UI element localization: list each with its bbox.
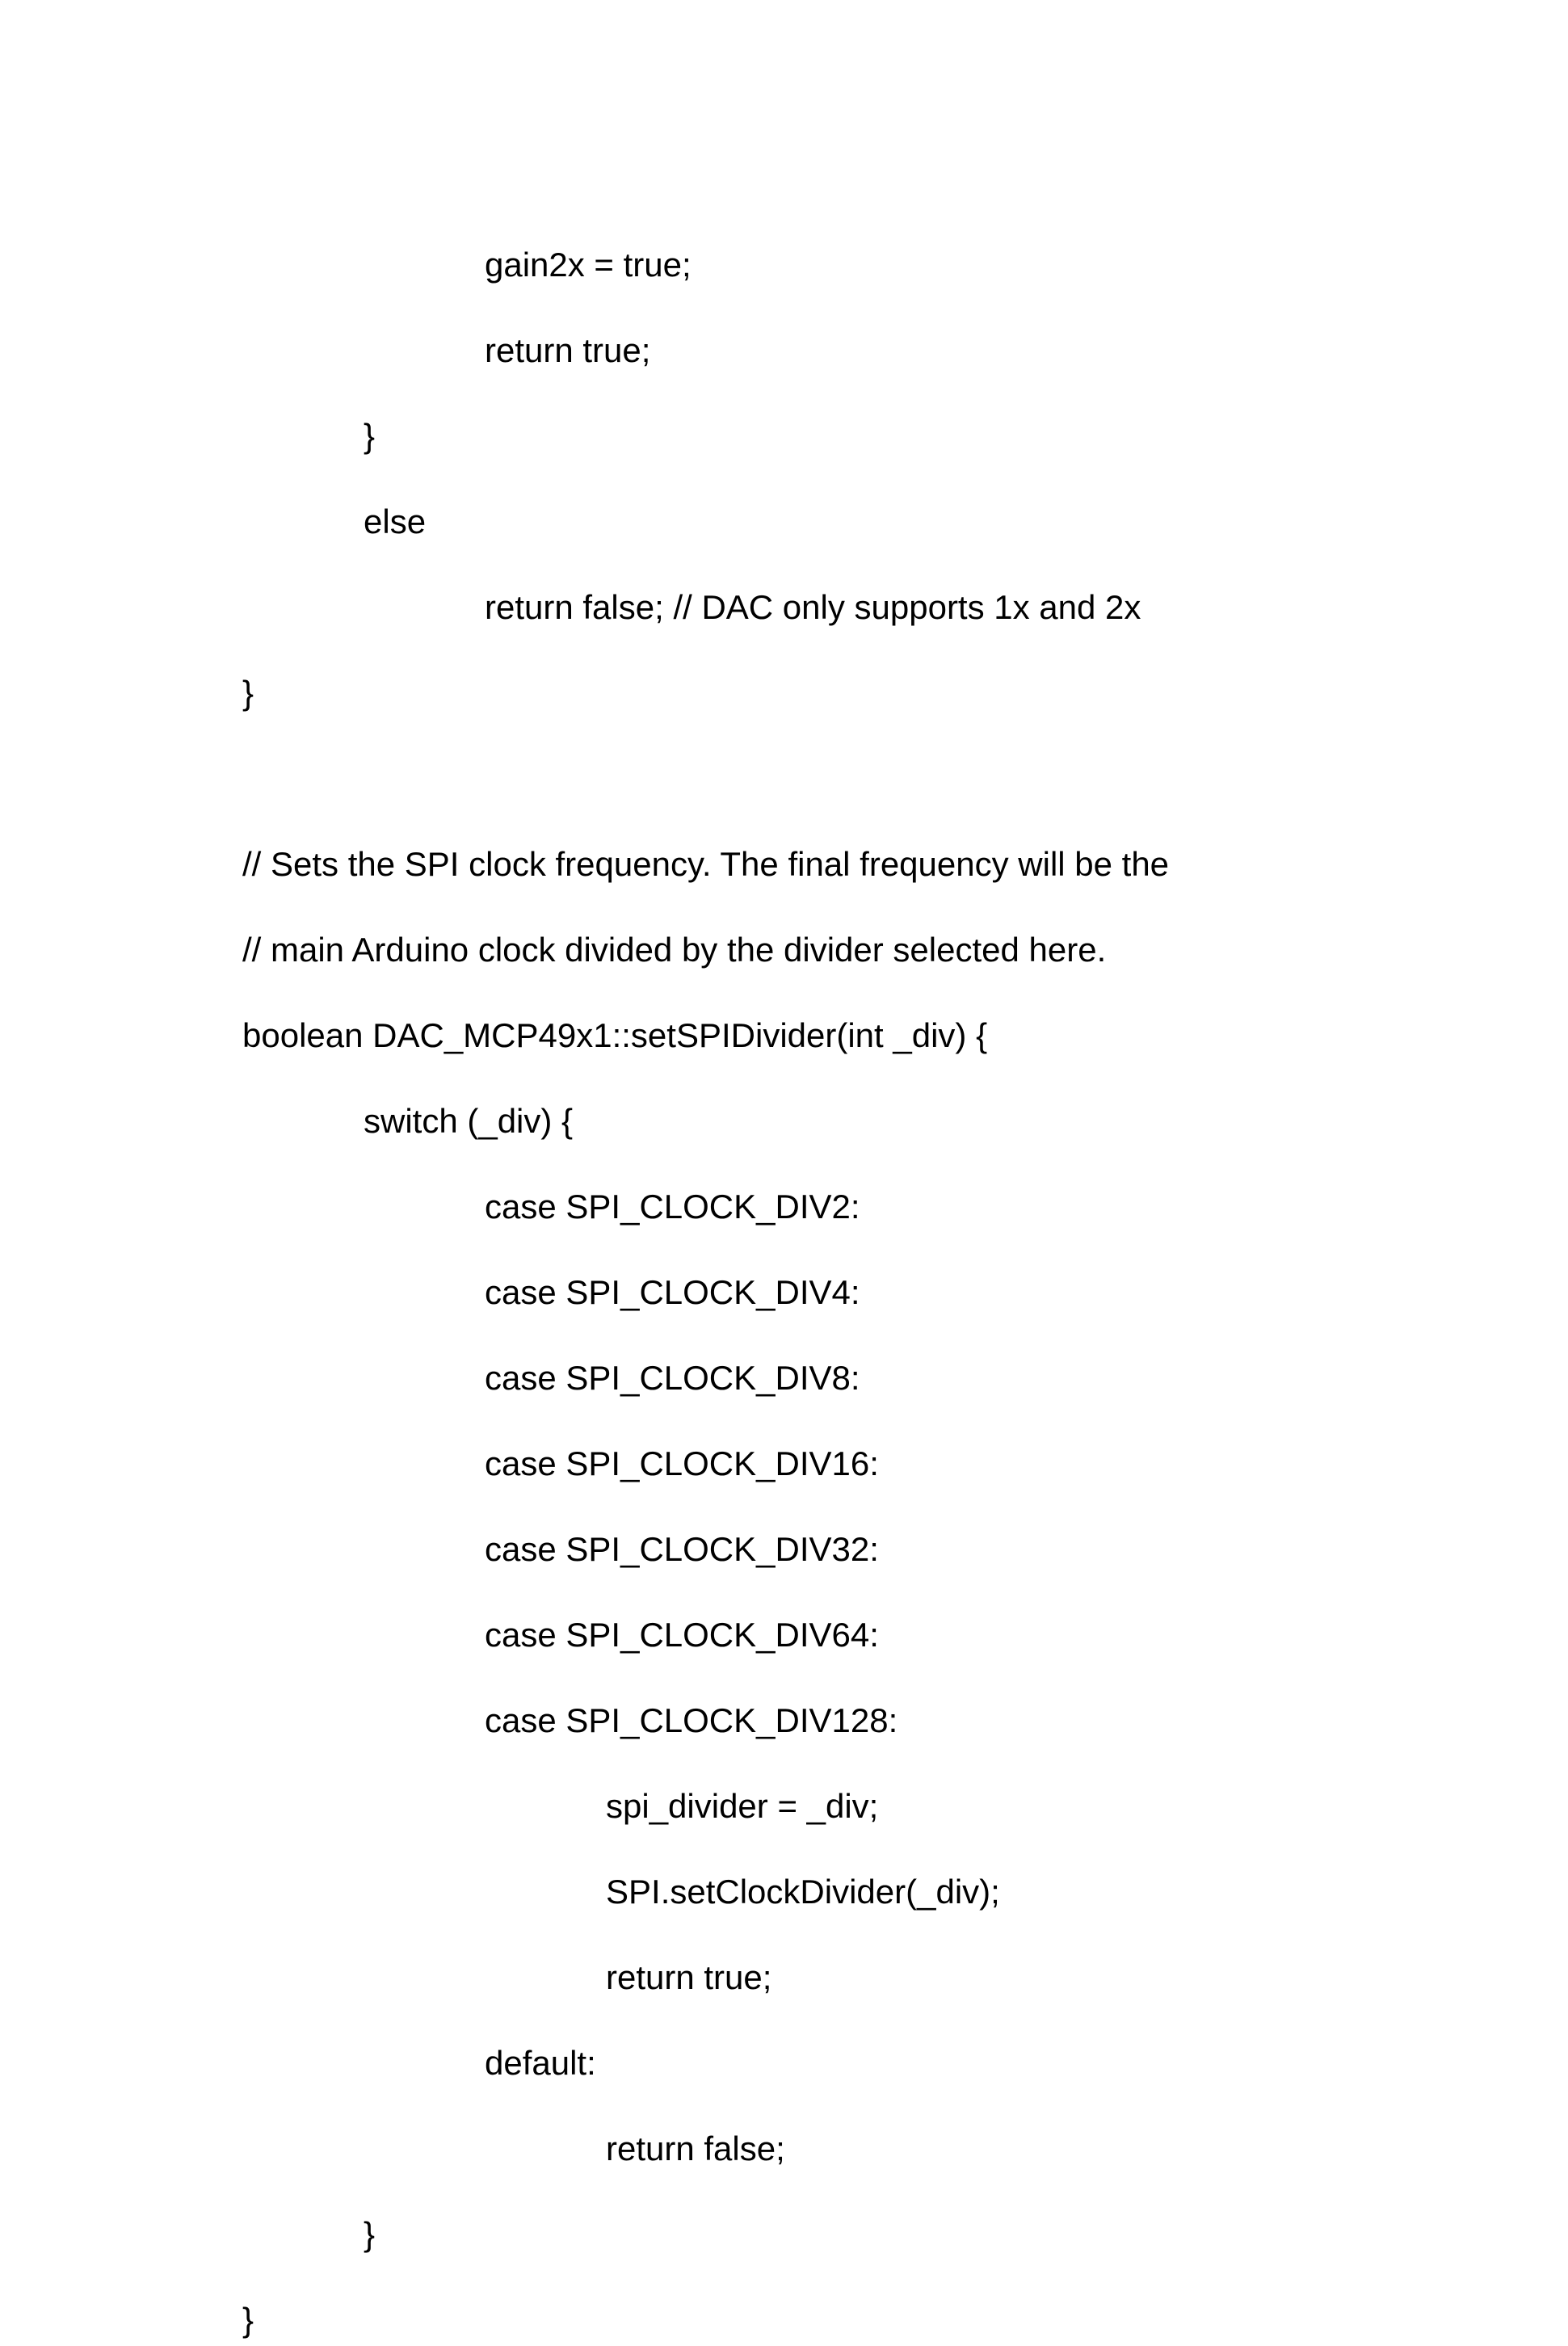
code-line: case SPI_CLOCK_DIV32:: [485, 1530, 879, 1568]
code-line: }: [364, 2215, 376, 2253]
code-line: }: [364, 417, 376, 455]
code-line: else: [364, 502, 427, 540]
code-line: }: [242, 2301, 254, 2339]
code-line: return true;: [485, 331, 651, 369]
code-line: return true;: [606, 1958, 772, 1996]
function-signature: boolean DAC_MCP49x1::setSPIDivider(int _div) {: [242, 1016, 988, 1054]
code-line: case SPI_CLOCK_DIV2:: [485, 1188, 860, 1226]
code-line: gain2x = true;: [485, 246, 692, 284]
code-line: return false; // DAC only supports 1x and 2x: [485, 588, 1141, 626]
code-line: SPI.setClockDivider(_div);: [606, 1873, 1000, 1911]
code-line: case SPI_CLOCK_DIV16:: [485, 1444, 879, 1482]
code-line: switch (_div) {: [364, 1102, 574, 1140]
code-comment-line: // Sets the SPI clock frequency. The final frequency will be the: [242, 845, 1170, 883]
code-line: case SPI_CLOCK_DIV128:: [485, 1701, 898, 1739]
code-line: spi_divider = _div;: [606, 1787, 879, 1825]
code-comment-line: // main Arduino clock divided by the divider selected here.: [242, 931, 1107, 969]
code-line: return false;: [606, 2129, 785, 2167]
code-line: }: [242, 674, 254, 712]
code-line: case SPI_CLOCK_DIV4:: [485, 1273, 860, 1311]
code-line: case SPI_CLOCK_DIV64:: [485, 1616, 879, 1654]
code-line: case SPI_CLOCK_DIV8:: [485, 1359, 860, 1397]
code-line: default:: [485, 2044, 596, 2082]
